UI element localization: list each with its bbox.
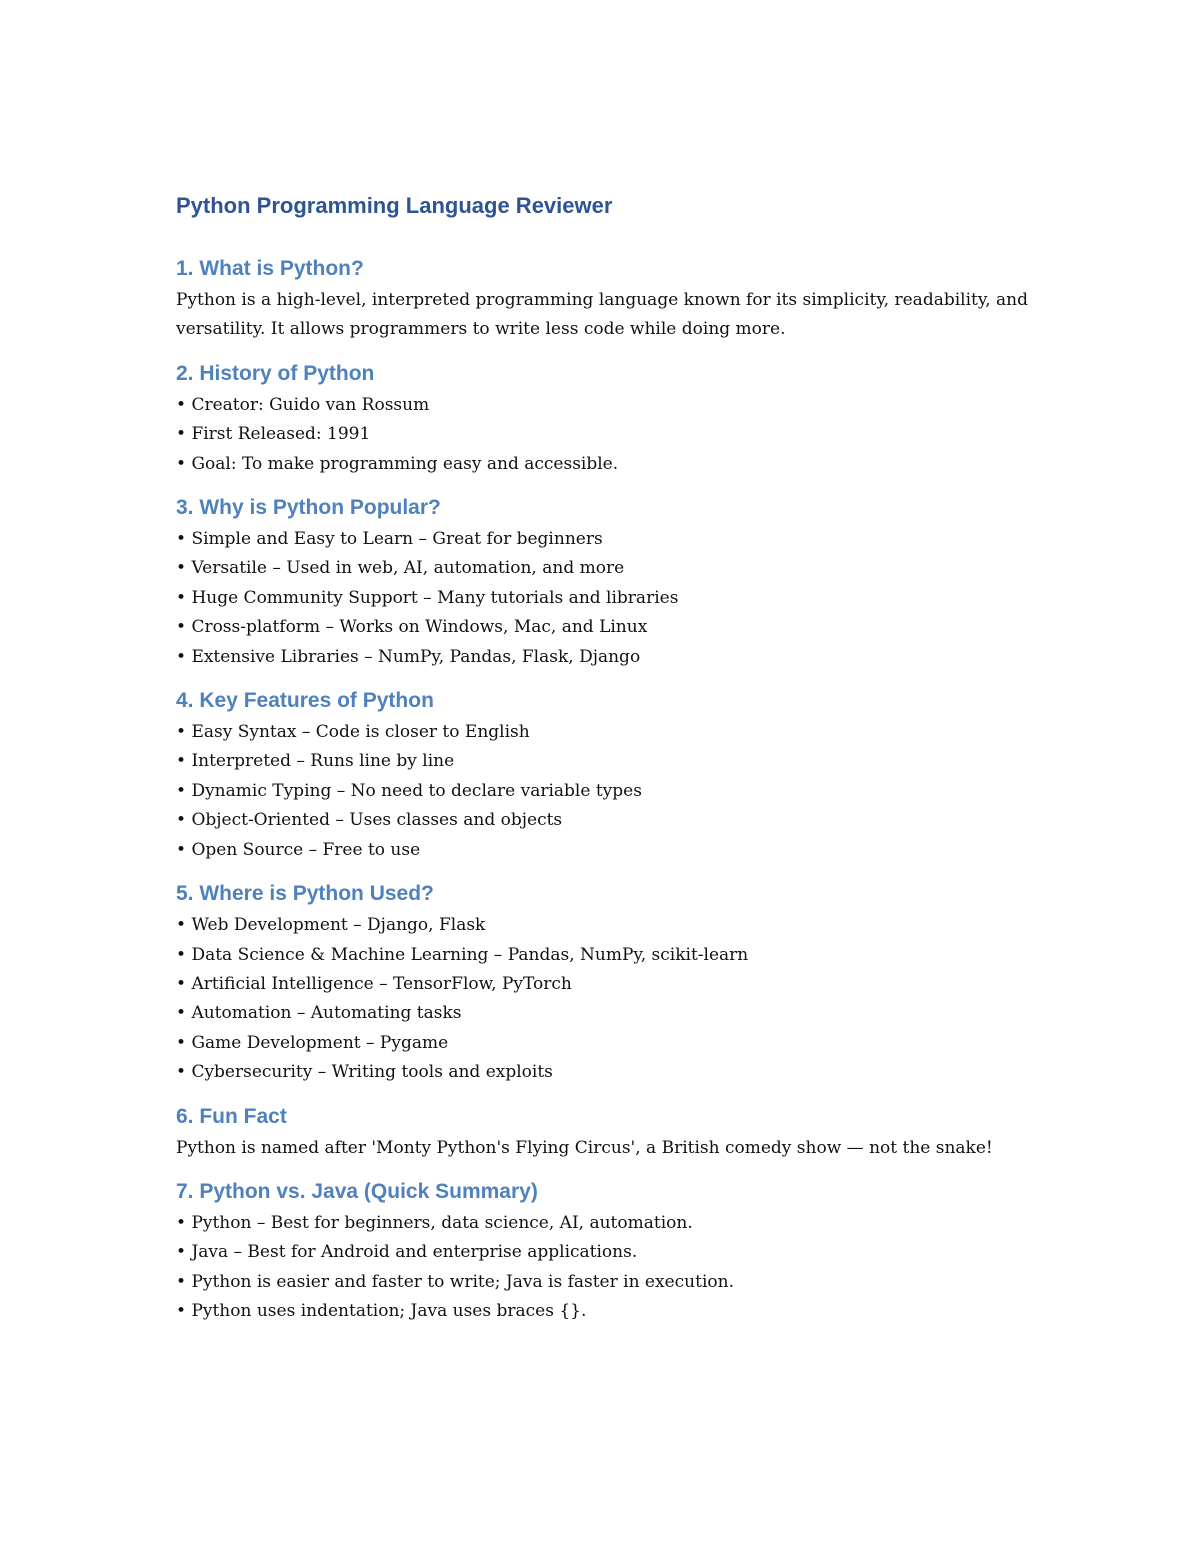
- list-item: • Dynamic Typing – No need to declare variable types: [176, 777, 1036, 806]
- section-heading: 6. Fun Fact: [176, 1104, 287, 1128]
- section-heading: 1. What is Python?: [176, 257, 364, 280]
- list-item: • Artificial Intelligence – TensorFlow, PyTorch: [176, 970, 1036, 999]
- section-key-features: [176, 686, 1036, 865]
- list-item: • Python is easier and faster to write; Java is faster in execution.: [176, 1268, 1036, 1297]
- section-heading: 3. Why is Python Popular?: [176, 496, 441, 520]
- list-item: • Data Science & Machine Learning – Pandas, NumPy, scikit-learn: [176, 941, 1036, 970]
- section-python-vs-java: [176, 1177, 1036, 1327]
- list-item: • First Released: 1991: [176, 420, 1036, 449]
- list-item: • Cross-platform – Works on Windows, Mac, and Linux: [176, 613, 1036, 642]
- list-item: • Easy Syntax – Code is closer to English: [176, 718, 1036, 747]
- section-heading: 2. History of Python: [176, 361, 375, 385]
- list-item: • Object-Oriented – Uses classes and objects: [176, 806, 1036, 835]
- list-item: • Cybersecurity – Writing tools and exploits: [176, 1058, 1036, 1087]
- list-item: • Versatile – Used in web, AI, automation, and more: [176, 554, 1036, 583]
- section-heading: 4. Key Features of Python: [176, 689, 434, 713]
- section-paragraph: Python is a high-level, interpreted programming language known for its simplicity, readability, and versatility. It allows programmers to write less code while doing more.: [176, 290, 1028, 340]
- list-item: • Huge Community Support – Many tutorials and libraries: [176, 584, 1036, 613]
- list-item: • Automation – Automating tasks: [176, 999, 1036, 1028]
- section-fun-fact: [176, 1102, 1036, 1163]
- section-heading: 7. Python vs. Java (Quick Summary): [176, 1179, 538, 1203]
- list-item: • Simple and Easy to Learn – Great for beginners: [176, 525, 1036, 554]
- section-why-popular: [176, 493, 1036, 672]
- list-item: • Web Development – Django, Flask: [176, 911, 1036, 940]
- bullet-list: [176, 391, 1036, 479]
- bullet-list: [176, 1209, 1036, 1327]
- list-item: • Java – Best for Android and enterprise applications.: [176, 1238, 1036, 1267]
- section-paragraph: Python is named after 'Monty Python's Flying Circus', a British comedy show — not the snake!: [176, 1137, 993, 1158]
- list-item: • Interpreted – Runs line by line: [176, 747, 1036, 776]
- section-heading: 5. Where is Python Used?: [176, 882, 434, 906]
- list-item: • Game Development – Pygame: [176, 1029, 1036, 1058]
- list-item: • Open Source – Free to use: [176, 836, 1036, 865]
- section-what-is-python: [176, 254, 1036, 345]
- document-page: [176, 188, 1036, 1341]
- list-item: • Goal: To make programming easy and accessible.: [176, 450, 1036, 479]
- section-history: [176, 359, 1036, 479]
- section-where-used: [176, 879, 1036, 1087]
- bullet-list: [176, 525, 1036, 672]
- list-item: • Python uses indentation; Java uses braces {}.: [176, 1297, 1036, 1326]
- list-item: • Creator: Guido van Rossum: [176, 391, 1036, 420]
- list-item: • Python – Best for beginners, data science, AI, automation.: [176, 1209, 1036, 1238]
- document-title: Python Programming Language Reviewer: [176, 193, 613, 218]
- list-item: • Extensive Libraries – NumPy, Pandas, Flask, Django: [176, 643, 1036, 672]
- bullet-list: [176, 718, 1036, 865]
- bullet-list: [176, 911, 1036, 1087]
